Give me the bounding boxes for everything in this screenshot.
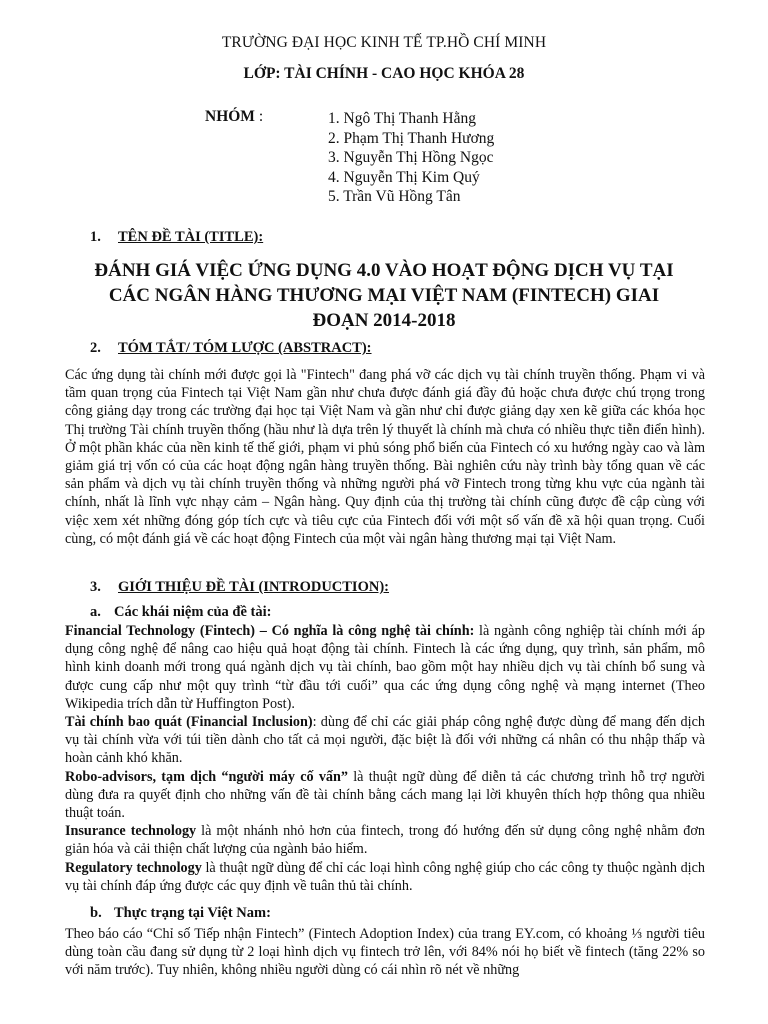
- definition-term: Financial Technology (Fintech) – Có nghĩa là công nghệ tài chính:: [65, 623, 475, 639]
- definition-item: [65, 768, 705, 823]
- definition-item: [65, 622, 705, 713]
- group-label-colon: :: [254, 108, 264, 125]
- abstract-text: Các ứng dụng tài chính mới được gọi là "Fintech" đang phá vỡ các dịch vụ tài chính truyền thống. Phạm vi và tầm quan trọng của Fintech tại Việt Nam gần như chưa được đánh giá đầy đủ hoặc chưa được chú trọng trong công giảng dạy trong các trường đại học tại Việt Nam và gần như chỉ được giảng dạy xen kẽ giữa các khóa học Thị trường Tài chính truyền thống (hầu như là dựa trên lý thuyết là chính mà chưa có nhiều thực tiễn điển hình). Ở một phần khác của nền kinh tế thế giới, phạm vi phủ sóng phổ biến của Fintech có xu hướng ngày cao và làm giảm giá trị vốn có của các hoạt động ngân hàng truyền thống. Bài nghiên cứu này trình bày tổng quan về các sản phẩm và dịch vụ tài chính truyền thống và những người phá vỡ Fintech trong từng khu vực của ngành tài chính, nhất là lĩnh vực nhạy cảm – Ngân hàng. Quy định của thị trường tài chính cũng được đề cập cùng với việc xem xét những đóng góp tích cực và tiêu cực của Fintech đối với một số vấn đề xã hội quan trọng. Cuối cùng, có một đánh giá về các hoạt động Fintech của một vài ngân hàng thương mại tại Việt Nam.: [65, 367, 705, 547]
- status-text: Theo báo cáo “Chỉ số Tiếp nhận Fintech” (Fintech Adoption Index) của trang EY.com, có khoảng ⅓ người tiêu dùng toàn cầu đang sử dụng từ 2 loại hình dịch vụ fintech trở lên, với 84% nói họ biết về fintech (tăng 22% so với năm trước). Tuy nhiên, không nhiều người dùng có cái nhìn rõ nét về những: [65, 926, 705, 979]
- thesis-title: [40, 258, 728, 333]
- definition-text: là ngành công nghiệp tài chính mới áp dụng công nghệ để nâng cao hiệu quả hoạt động tài chính. Fintech là các ứng dụng, quy trình, sản phẩm, mô hình kinh doanh mới trong quá ngành dịch vụ tài chính, bao gồm một hay nhiều dịch vụ tài chính bổ sung và được cung cấp như một quy trình “từ đầu tới cuối” qua các ứng dụng công nghệ và mạng internet (Theo Wikipedia trích dẫn từ Huffington Post).: [65, 623, 705, 712]
- subsection-number: b.: [90, 905, 102, 921]
- definition-term: Robo-advisors, tạm dịch “người máy cố vấn”: [65, 768, 349, 785]
- section-number: 1.: [90, 229, 101, 245]
- section-number: 2.: [90, 340, 101, 356]
- member-item: 5. Trần Vũ Hồng Tân: [328, 188, 461, 205]
- status-paragraph: [65, 925, 705, 980]
- abstract-paragraph: [65, 366, 705, 548]
- definition-item: [65, 822, 705, 858]
- definition-term: Tài chính bao quát (Financial Inclusion): [65, 714, 313, 731]
- thesis-title-line: ĐÁNH GIÁ VIỆC ỨNG DỤNG 4.0 VÀO HOẠT ĐỘNG DỊCH VỤ TẠI: [94, 260, 674, 281]
- section-1-heading: [90, 228, 263, 246]
- subsection-title: Thực trạng tại Việt Nam:: [114, 905, 271, 921]
- section-title: GIỚI THIỆU ĐỀ TÀI (INTRODUCTION):: [118, 579, 389, 595]
- definition-text: là thuật ngữ dùng để chỉ các loại hình công nghệ giúp cho các công ty thuộc ngành dịch vụ tài chính đáp ứng được các quy định về tuân thủ tài chính.: [65, 859, 705, 894]
- group-label: [205, 108, 263, 126]
- definition-text: là một nhánh nhỏ hơn của fintech, trong đó hướng đến sử dụng công nghệ nhằm đơn giản hóa và cải thiện chất lượng của ngành bảo hiểm.: [65, 823, 705, 858]
- member-list: [328, 109, 494, 207]
- section-title: TÊN ĐỀ TÀI (TITLE):: [118, 229, 264, 245]
- member-item: 2. Phạm Thị Thanh Hương: [328, 129, 495, 147]
- school-name: TRƯỜNG ĐẠI HỌC KINH TẾ TP.HỒ CHÍ MINH: [221, 34, 547, 51]
- definition-text: : dùng để chỉ các giải pháp công nghệ được dùng để mang đến dịch vụ tài chính vừa với túi tiền dành cho tất cả mọi người, đặc biệt là đối với những cá nhân có thu nhập thấp và hoàn cảnh khó khăn.: [65, 714, 705, 767]
- subsection-b-heading: [90, 904, 271, 922]
- definitions-block: [65, 622, 705, 895]
- section-3-heading: [90, 578, 389, 596]
- member-item: 1. Ngô Thị Thanh Hằng: [328, 110, 476, 127]
- section-title: TÓM TẮT/ TÓM LƯỢC (ABSTRACT):: [118, 340, 372, 356]
- thesis-title-line: CÁC NGÂN HÀNG THƯƠNG MẠI VIỆT NAM (FINTECH) GIAI: [108, 285, 660, 306]
- class-name: LỚP: TÀI CHÍNH - CAO HỌC KHÓA 28: [243, 65, 525, 82]
- thesis-title-line: ĐOẠN 2014-2018: [312, 310, 456, 331]
- definition-item: [65, 859, 705, 895]
- section-2-heading: [90, 339, 372, 357]
- member-item: 3. Nguyễn Thị Hồng Ngọc: [328, 149, 494, 166]
- member-item: 4. Nguyễn Thị Kim Quý: [328, 168, 480, 186]
- definition-text: là thuật ngữ dùng để diễn tả các chương trình hỗ trợ người dùng đưa ra quyết định cho những vấn đề tài chính bằng cách mang lại lời khuyên thích hợp thông qua nhiều thuật toán.: [65, 768, 705, 822]
- definition-term: Insurance technology: [65, 823, 197, 840]
- definition-term: Regulatory technology: [65, 859, 202, 876]
- group-label-text: NHÓM: [205, 108, 255, 125]
- subsection-title: Các khái niệm của đề tài:: [114, 604, 272, 620]
- section-number: 3.: [90, 579, 101, 595]
- definition-item: [65, 713, 705, 768]
- subsection-number: a.: [90, 604, 101, 620]
- subsection-a-heading: [90, 603, 271, 621]
